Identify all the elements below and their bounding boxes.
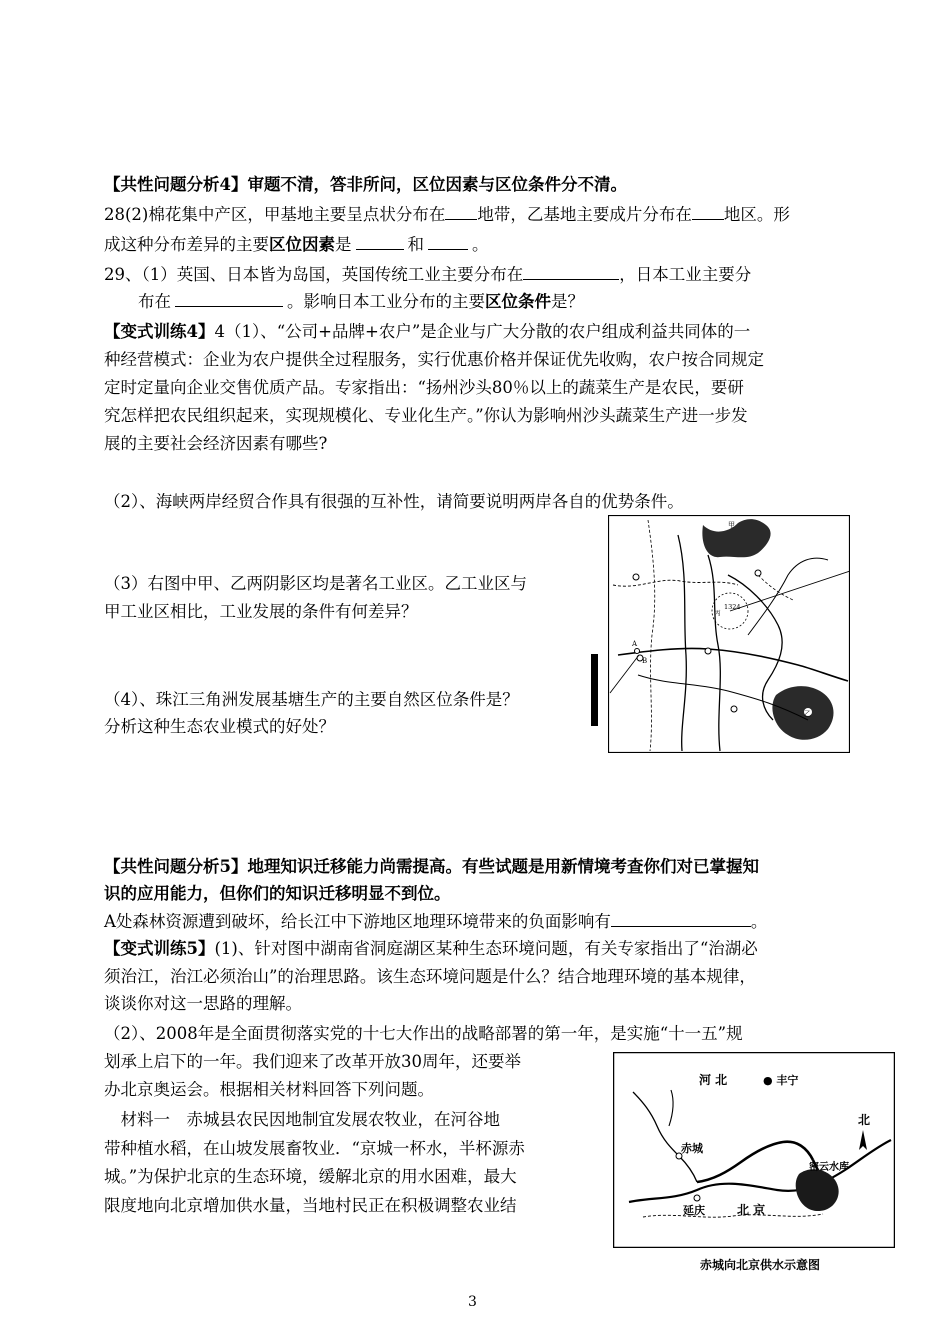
q28-text-f: 和 bbox=[407, 235, 424, 254]
q28-text-a: 28(2)棉花集中产区，甲基地主要呈点状分布在 bbox=[104, 205, 446, 224]
variant5-heading: 【变式训练5】 bbox=[104, 939, 215, 958]
variant5-line2: 须治江，治江必须治山”的治理思路。该生态环境问题是什么？结合地理环境的基本规律， bbox=[104, 967, 756, 986]
q28-text-d: 成这种分布差异的主要 bbox=[104, 235, 269, 254]
variant5-line4: （2）、2008年是全面贯彻落实党的十七大作出的战略部署的第一年，是实施“十一五”规 bbox=[104, 1024, 743, 1043]
variant4-line1 bbox=[104, 320, 750, 344]
blank bbox=[523, 263, 619, 280]
q29-text-c: 布在 bbox=[138, 292, 171, 311]
variant4-line5: 展的主要社会经济因素有哪些? bbox=[104, 434, 328, 453]
map2-caption: 赤城向北京供水示意图 bbox=[700, 1258, 821, 1272]
label-bing: 丙 bbox=[714, 609, 721, 617]
q29-text-d: 。影响日本工业分布的主要 bbox=[287, 292, 485, 311]
q29-bold-term: 区位条件 bbox=[485, 292, 551, 311]
variant5-line5: 划承上启下的一年。我们迎来了改革开放30周年，还要举 bbox=[104, 1052, 521, 1071]
q29-text-b: ，日本工业主要分 bbox=[619, 265, 752, 284]
label-yanqing: 延庆 bbox=[683, 1204, 705, 1217]
label-fengning: ● 丰宁 bbox=[763, 1074, 799, 1087]
analysis5-line2: 识的应用能力，但你们的知识迁移明显不到位。 bbox=[104, 884, 451, 903]
q28-text-c: 地区。形 bbox=[723, 205, 790, 224]
variant5-text: (1)、针对图中湖南省洞庭湖区某种生态环境问题，有关专家指出了“治湖必 bbox=[214, 939, 758, 958]
variant5-line1 bbox=[104, 937, 758, 961]
label-jia: 甲 bbox=[728, 521, 735, 529]
variant4-line4: 究怎样把农民组织起来，实现规模化、专业化生产。”你认为影响州沙头蔬菜生产进一步发 bbox=[104, 406, 748, 425]
q29-text-a: 29、（1）英国、日本皆为岛国，英国传统工业主要分布在 bbox=[104, 265, 524, 284]
analysis4-heading: 【共性问题分析4】审题不清，答非所问，区位因素与区位条件分不清。 bbox=[104, 175, 627, 194]
q29-line1 bbox=[104, 263, 751, 287]
label-chicheng: 赤城 bbox=[681, 1142, 703, 1155]
label-beijing: 北 京 bbox=[737, 1203, 766, 1217]
analysis5-question: A处森林资源遭到破坏，给长江中下游地区地理环境带来的负面影响有 bbox=[104, 912, 611, 931]
q28-text-e: 是 bbox=[335, 235, 352, 254]
q28-text-g: 。 bbox=[472, 235, 489, 254]
variant5-line8: 带种植水稻，在山坡发展畜牧业．“京城一杯水，半杯源赤 bbox=[104, 1139, 525, 1158]
q28-line1 bbox=[104, 203, 790, 227]
blank bbox=[175, 290, 283, 307]
label-b: B bbox=[642, 657, 648, 665]
variant4-line2: 种经营模式：企业为农户提供全过程服务，实行优惠价格并保证优先收购，农户按合同规定 bbox=[104, 350, 764, 369]
page-number: 3 bbox=[468, 1294, 477, 1310]
variant4-q3-line2: 甲工业区相比，工业发展的条件有何差异？ bbox=[104, 602, 418, 621]
analysis5-line1: 【共性问题分析5】地理知识迁移能力尚需提高。有些试题是用新情境考查你们对已掌握知 bbox=[104, 857, 759, 876]
q28-line2 bbox=[104, 233, 489, 257]
variant4-heading: 【变式训练4】 bbox=[104, 322, 215, 341]
label-a: A bbox=[632, 640, 638, 648]
variant5-line9: 城。”为保护北京的生态环境，缓解北京的用水困难，最大 bbox=[104, 1167, 517, 1186]
north-china-map bbox=[608, 515, 850, 753]
label-yi: 乙 bbox=[804, 710, 811, 718]
label-north: 北 bbox=[858, 1113, 871, 1127]
q28-bold-term: 区位因素 bbox=[269, 235, 335, 254]
analysis5-end: 。 bbox=[750, 912, 768, 931]
label-miyun: 密云水库 bbox=[809, 1162, 849, 1173]
q29-line2 bbox=[138, 290, 584, 314]
variant4-q4-line2: 分析这种生态农业模式的好处？ bbox=[104, 717, 335, 736]
variant4-text: 4（1）、“公司+品牌+农户”是企业与广大分散的农户组成利益共同体的一 bbox=[214, 322, 751, 341]
blank bbox=[692, 203, 724, 220]
blank bbox=[428, 233, 468, 250]
variant5-line6: 办北京奥运会。根据相关材料回答下列问题。 bbox=[104, 1080, 434, 1099]
q29-text-e: 是？ bbox=[551, 292, 584, 311]
variant5-line3: 谈谈你对这一思路的理解。 bbox=[104, 994, 302, 1013]
q28-text-b: 地带，乙基地主要成片分布在 bbox=[477, 205, 692, 224]
blank bbox=[356, 233, 404, 250]
variant4-q2: （2）、海峡两岸经贸合作具有很强的互补性，请简要说明两岸各自的优势条件。 bbox=[104, 492, 684, 511]
variant5-line7: 材料一 赤城县农民因地制宜发展农牧业，在河谷地 bbox=[104, 1110, 500, 1129]
variant4-q3-line1: （3）右图中甲、乙两阴影区均是著名工业区。乙工业区与 bbox=[104, 574, 527, 593]
blank bbox=[611, 910, 751, 927]
chicheng-beijing-water-map bbox=[613, 1052, 895, 1248]
blank bbox=[445, 203, 477, 220]
analysis5-line3 bbox=[104, 910, 767, 934]
label-hebei: 河 北 bbox=[699, 1073, 728, 1087]
variant4-line3: 定时定量向企业交售优质产品。专家指出：“扬州沙头80％以上的蔬菜生产是农民，要研 bbox=[104, 378, 744, 397]
variant4-q4-line1: （4）、珠江三角洲发展基塘生产的主要自然区位条件是？ bbox=[104, 690, 519, 709]
variant5-line10: 限度地向北京增加供水量，当地村民正在积极调整农业结 bbox=[104, 1196, 517, 1215]
scan-mark bbox=[591, 654, 598, 726]
label-1324: 1324 bbox=[724, 603, 741, 611]
